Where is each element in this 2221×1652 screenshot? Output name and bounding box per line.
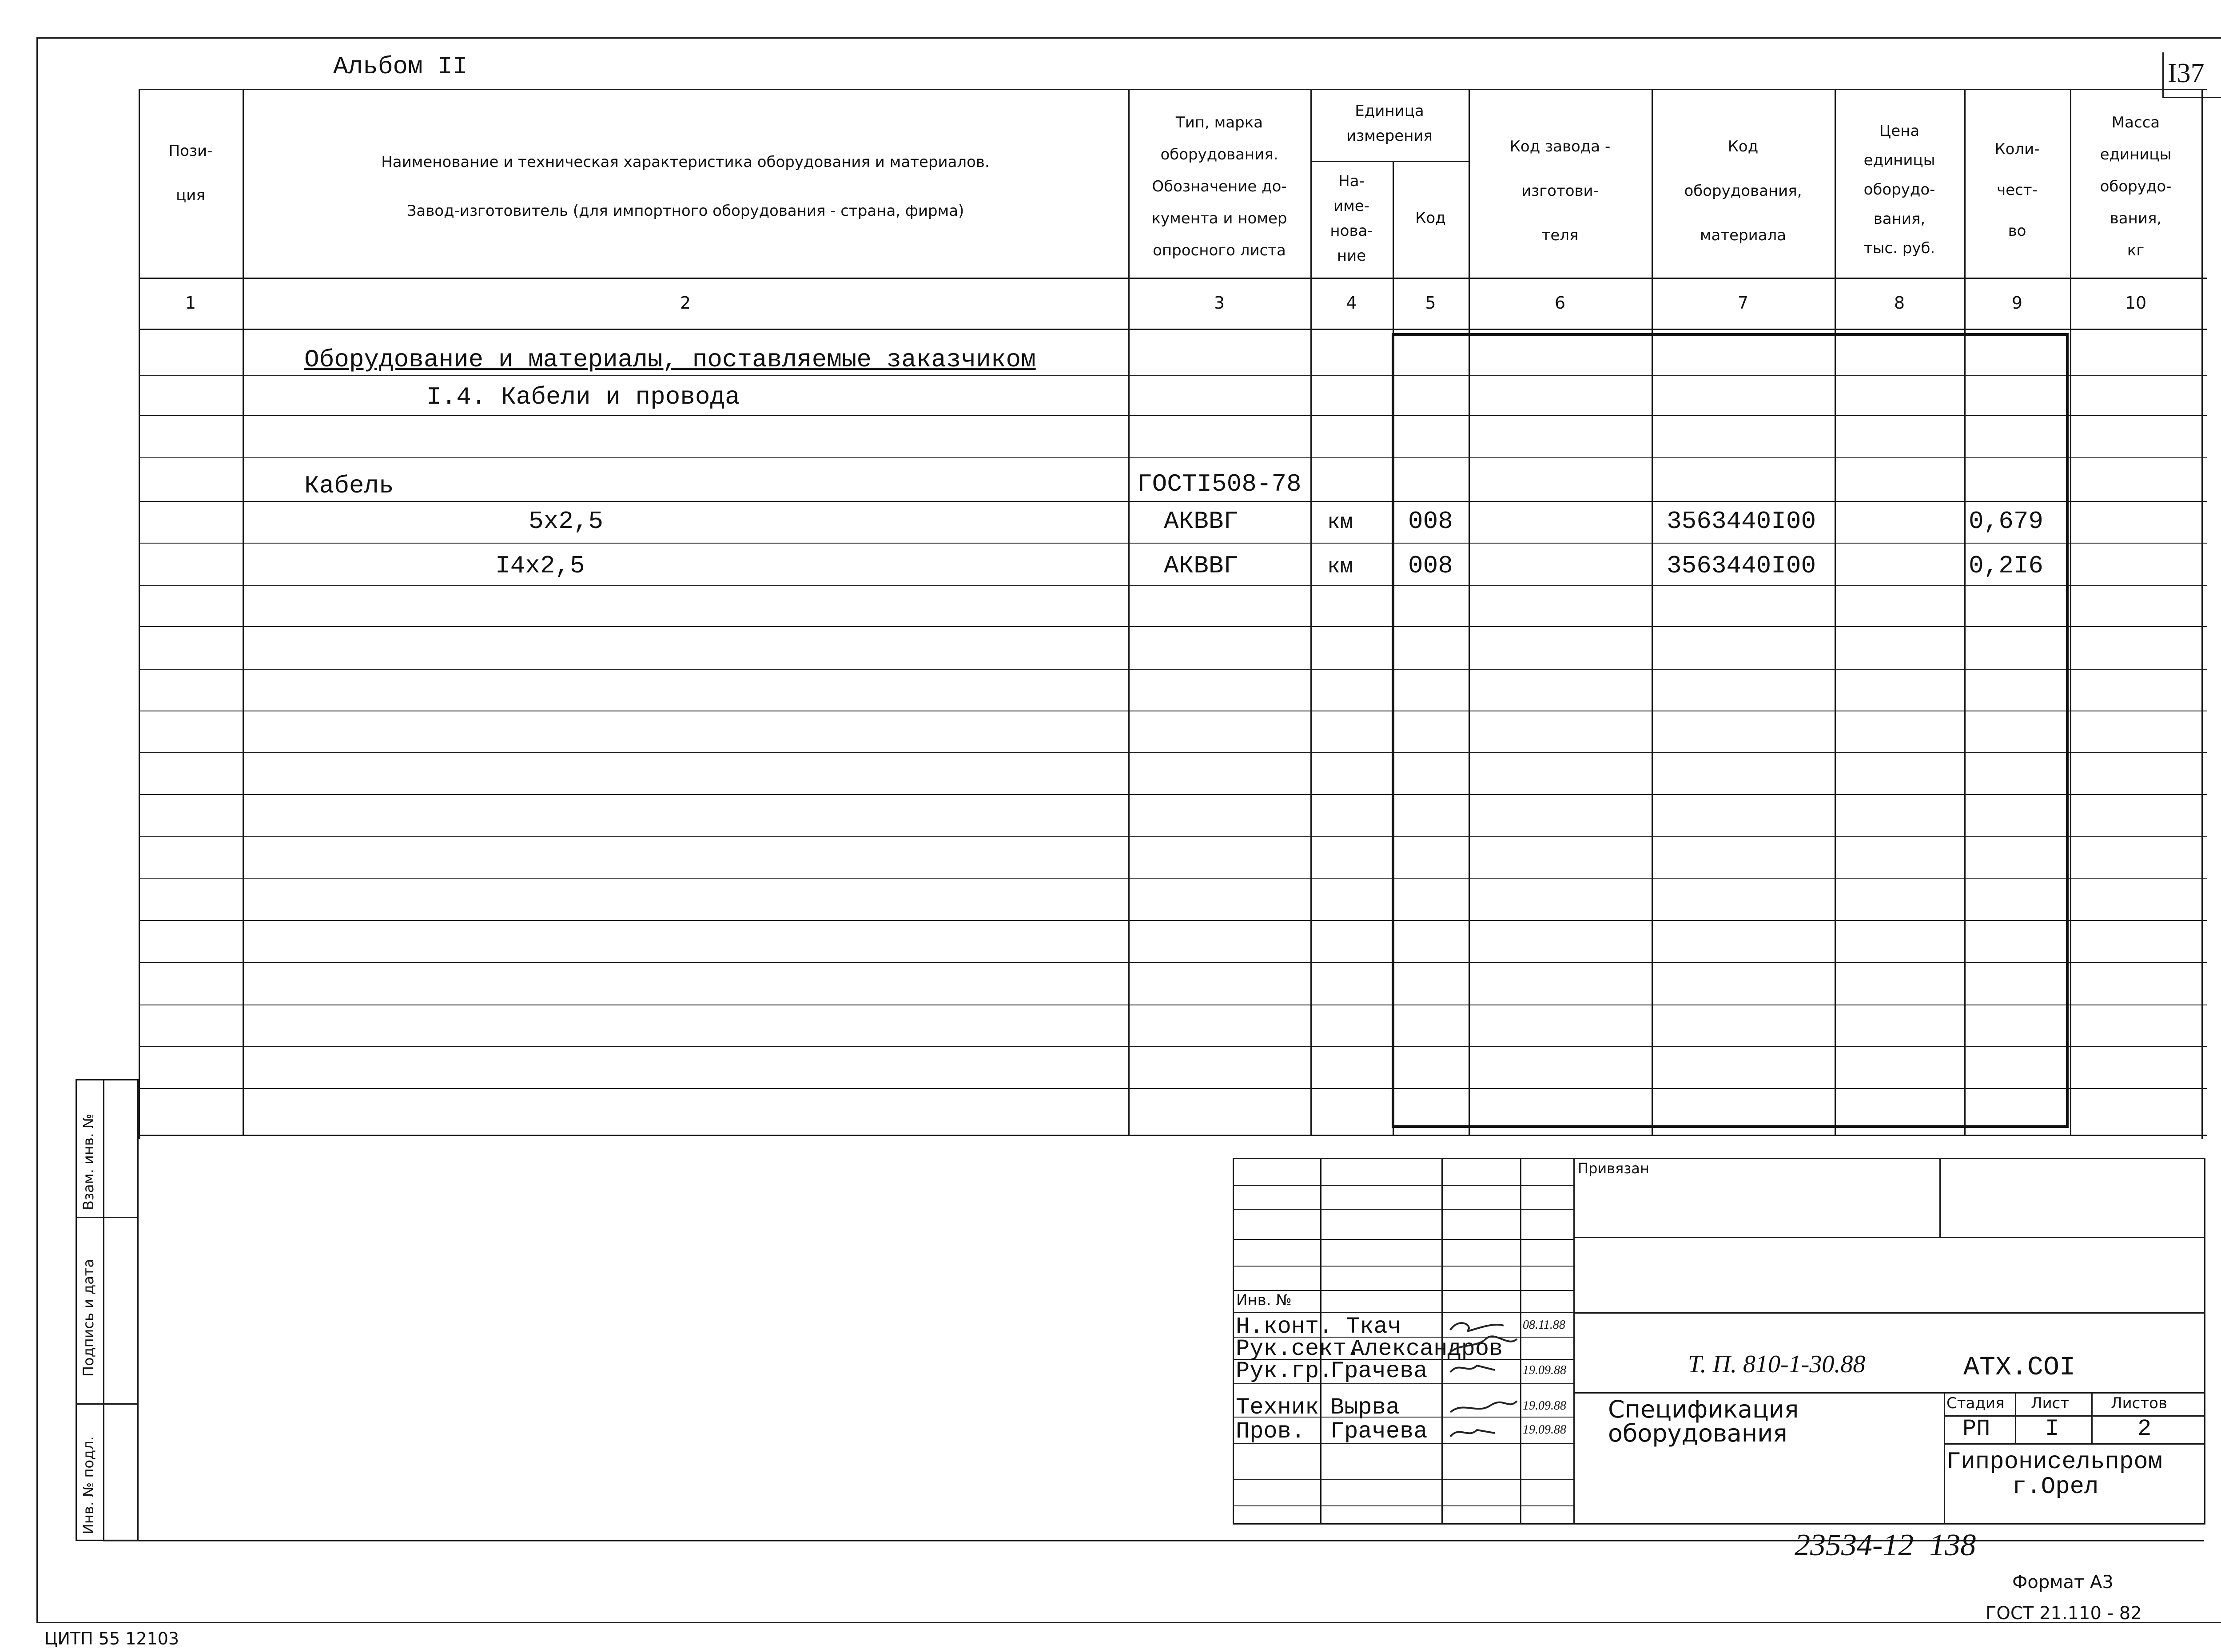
- col8-header-l4: вания,: [1873, 210, 1926, 228]
- unit-subheader-line: [1310, 161, 1469, 162]
- tb-code-top: [1573, 1312, 2205, 1314]
- line-1-name: 5х2,5: [529, 507, 604, 536]
- col10-header-l3: оборудо-: [2100, 178, 2172, 195]
- line-2-code: 008: [1408, 552, 1453, 580]
- line-2-mat-code: 3563440I00: [1667, 552, 1816, 580]
- col3-header-l2: оборудования.: [1160, 146, 1278, 163]
- item-doc: ГОСТI508-78: [1137, 470, 1302, 498]
- col7-header-l3: материала: [1700, 226, 1787, 244]
- col3-header-l3: Обозначение до-: [1152, 178, 1287, 195]
- col-number-2: 2: [680, 293, 691, 313]
- line-1-type: АКВВГ: [1164, 507, 1239, 536]
- col-number-6: 6: [1554, 293, 1566, 313]
- line-1-mat-code: 3563440I00: [1667, 507, 1816, 536]
- date-5: 19.09.88: [1523, 1423, 1566, 1437]
- col10-header-l4: вания,: [2110, 210, 2162, 227]
- col8-header-l3: оборудо-: [1863, 181, 1935, 199]
- subsection-title: I.4. Кабели и провода: [426, 383, 740, 411]
- col-line-1: [243, 89, 244, 1135]
- col10-header-l1: Масса: [2111, 114, 2160, 131]
- album-label: Альбом II: [333, 52, 468, 81]
- side-label-vzam: Взам. инв. №: [80, 1113, 97, 1210]
- title-block-row-line: [1233, 1505, 1573, 1506]
- col-number-5: 5: [1425, 293, 1436, 313]
- col-number-1: 1: [185, 293, 196, 313]
- sheets-value: 2: [2137, 1416, 2152, 1442]
- tb-privyazan-divider: [1939, 1158, 1941, 1237]
- col9-header-l3: во: [2008, 222, 2026, 240]
- date-4: 19.09.88: [1523, 1399, 1566, 1413]
- signatures: [1441, 1312, 1575, 1446]
- outer-frame-left: [36, 37, 38, 1623]
- sheet-label: Лист: [2031, 1394, 2070, 1412]
- date-1: 08.11.88: [1523, 1318, 1565, 1332]
- side-label-podpis: Подпись и дата: [80, 1259, 97, 1377]
- line-2-type: АКВВГ: [1164, 552, 1239, 580]
- col8-header-l5: тыс. руб.: [1863, 239, 1935, 257]
- doc-code: АТХ.СОI: [1963, 1353, 2076, 1383]
- tb-stage-v2: [2091, 1392, 2093, 1443]
- title-block-row-line: [1233, 1185, 1573, 1186]
- col6-header: [1469, 124, 1652, 258]
- col6-header-l3: теля: [1541, 226, 1579, 244]
- col-number-3: 3: [1214, 293, 1225, 313]
- side-strip-divider: [103, 1079, 104, 1541]
- table-number-row-bottom: [139, 329, 2207, 330]
- name-2: Александров: [1350, 1336, 1503, 1362]
- line-1-qty: 0,679: [1969, 507, 2044, 536]
- col2-header-l1: Наименование и техническая характеристика оборудования и материалов.: [381, 153, 990, 171]
- tb-stage-divider: [1944, 1392, 1945, 1525]
- col3-header-l1: Тип, марка: [1175, 114, 1263, 131]
- role-5: Пров.: [1236, 1418, 1306, 1445]
- unit-group-l1: Единица: [1355, 102, 1424, 120]
- col7-header-l2: оборудования,: [1684, 182, 1802, 200]
- col4-header: [1310, 169, 1393, 268]
- format-label: Формат А3: [2012, 1572, 2114, 1592]
- role-2: Рук.сект.: [1236, 1336, 1361, 1362]
- tp-code: Т. П. 810-1-30.88: [1688, 1350, 1866, 1378]
- title-block-row-line: [1233, 1239, 1573, 1240]
- gost-label: ГОСТ 21.110 - 82: [1986, 1603, 2142, 1624]
- outer-frame-top: [36, 37, 2221, 39]
- page-number: I37: [2168, 58, 2205, 88]
- name-4: Вырва: [1330, 1394, 1400, 1421]
- tb-stage-v1: [2015, 1392, 2016, 1443]
- role-3: Рук.гр.: [1236, 1358, 1333, 1384]
- col8-header: [1835, 116, 1964, 263]
- privyazan-label: Привязан: [1578, 1160, 1649, 1177]
- col-number-4: 4: [1346, 293, 1357, 313]
- col9-header-l2: чест-: [1997, 181, 2038, 199]
- table-body-bottom-line: [139, 1135, 2207, 1136]
- col10-header: [2070, 107, 2201, 266]
- col9-header-l1: Коли-: [1994, 140, 2040, 158]
- col2-header-l2: Завод-изготовитель (для импортного оборудования - страна, фирма): [406, 202, 964, 220]
- col6-header-l2: изготови-: [1521, 182, 1599, 200]
- role-1: Н.конт.: [1236, 1314, 1333, 1340]
- stage-value: РП: [1962, 1416, 1990, 1442]
- col10-header-l2: единицы: [2100, 146, 2172, 163]
- col-number-8: 8: [1894, 293, 1905, 313]
- unit-group-l2: измерения: [1346, 127, 1433, 145]
- table-top: [139, 89, 2207, 90]
- role-4: Техник: [1236, 1394, 1319, 1421]
- col3-header-l4: кумента и номер: [1151, 210, 1287, 227]
- col7-header: [1652, 124, 1835, 258]
- col-line-0: [139, 89, 140, 1139]
- tb-code-bottom: [1573, 1392, 2205, 1394]
- col-number-9: 9: [2011, 293, 2023, 313]
- item-name: Кабель: [304, 472, 394, 500]
- sheets-label: Листов: [2111, 1394, 2168, 1412]
- col4-header-l3: нова-: [1330, 222, 1373, 240]
- citp-label: ЦИТП 55 12103: [44, 1629, 179, 1648]
- inv-no-label: Инв. №: [1236, 1291, 1292, 1309]
- org-city: г.Орел: [2012, 1473, 2099, 1501]
- col3-header-l5: опросного листа: [1153, 242, 1286, 259]
- unit-group-header: [1310, 99, 1469, 148]
- line-2-qty: 0,2I6: [1969, 552, 2044, 580]
- side-strip-line-1: [76, 1217, 139, 1218]
- col5-header: Код: [1415, 209, 1446, 227]
- col9-header: [1964, 129, 2070, 251]
- stage-label: Стадия: [1946, 1394, 2005, 1412]
- name-1: Ткач: [1346, 1314, 1401, 1340]
- title-block-row-line: [1233, 1479, 1573, 1480]
- col7-header-l1: Код: [1727, 138, 1759, 155]
- line-1-code: 008: [1408, 507, 1453, 536]
- line-2-name: I4х2,5: [495, 552, 585, 580]
- col8-header-l1: Цена: [1879, 122, 1920, 140]
- table-header-bottom: [139, 278, 2207, 279]
- handwritten-number: 23534-12 138: [1795, 1528, 1976, 1562]
- date-3: 19.09.88: [1523, 1363, 1566, 1377]
- col3-header: [1128, 107, 1310, 266]
- col8-header-l2: единицы: [1863, 151, 1935, 169]
- col4-header-l4: ние: [1337, 247, 1366, 265]
- tb-stage-val-line: [1944, 1443, 2205, 1445]
- name-3: Грачева: [1330, 1358, 1428, 1384]
- line-2-unit: км: [1327, 555, 1353, 579]
- col10-header-l5: кг: [2127, 242, 2145, 259]
- title-block-row-line: [1233, 1209, 1573, 1210]
- section-title: Оборудование и материалы, поставляемые заказчиком: [304, 345, 1036, 374]
- org-name: Гипронисельпром: [1946, 1449, 2163, 1476]
- side-strip-line-2: [76, 1403, 139, 1405]
- doc-title-2: оборудования: [1608, 1419, 1787, 1447]
- doc-title-1: Спецификация: [1608, 1395, 1799, 1423]
- col6-header-l1: Код завода -: [1509, 138, 1611, 155]
- col1-header: [139, 129, 243, 218]
- side-label-inv: Инв. № подл.: [80, 1436, 97, 1534]
- col-number-7: 7: [1737, 293, 1749, 313]
- title-block-row-line: [1233, 1290, 1573, 1291]
- col1-header-l2: ция: [176, 187, 205, 204]
- outer-frame-bottom: [36, 1622, 2221, 1623]
- col1-header-l1: Пози-: [168, 142, 213, 160]
- sheet-value: I: [2045, 1416, 2059, 1442]
- col-line-10: [2201, 89, 2203, 1139]
- bold-block: [1392, 333, 2069, 1128]
- line-1-unit: км: [1327, 511, 1353, 535]
- col-number-10: 10: [2125, 293, 2147, 313]
- col4-header-l2: име-: [1333, 197, 1369, 215]
- col4-header-l1: На-: [1338, 172, 1365, 190]
- col2-header: [243, 138, 1128, 235]
- title-block-row-line: [1233, 1266, 1573, 1267]
- tb-privyazan-bottom: [1573, 1237, 2205, 1238]
- name-5: Грачева: [1330, 1418, 1428, 1445]
